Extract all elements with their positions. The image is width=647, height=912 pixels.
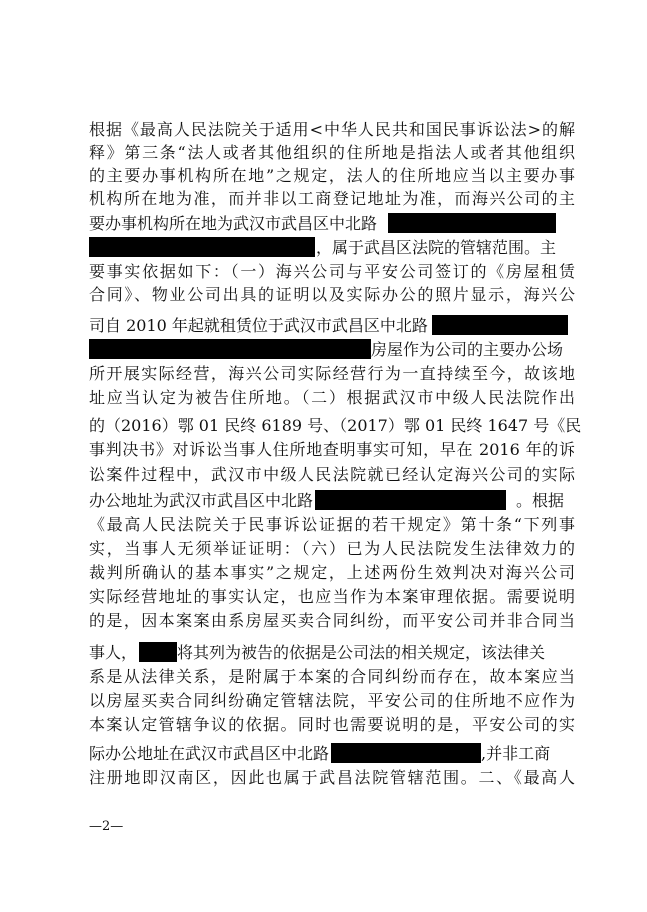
body-text: 房屋作为公司的主要办公场	[371, 340, 564, 359]
page-number: —2—	[89, 819, 124, 834]
redaction-block	[331, 743, 481, 763]
body-line: 《最高人民法院关于民事诉讼证据的若干规定》第十条“下列事	[89, 515, 575, 534]
body-text: 办公地址为武汉市武昌区中北路	[89, 491, 314, 510]
body-line	[89, 489, 575, 513]
body-line: 事判决书》对诉讼当事人住所地查明事实可知，早在 2016 年的诉	[89, 440, 575, 459]
body-line: 系是从法律关系，是附属于本案的合同纠纷而存在，故本案应当	[89, 667, 575, 686]
redaction-block	[388, 213, 556, 233]
body-text: 事人，	[89, 643, 138, 662]
body-line	[89, 314, 575, 338]
redaction-block	[89, 339, 371, 359]
body-line: 的主要办事机构所在地”之规定，法人的住所地应当以主要办事	[89, 166, 575, 185]
body-text: ,并非工商	[481, 744, 551, 763]
body-text: 际办公地址在武汉市武昌区中北路	[89, 744, 330, 763]
redaction-block	[139, 642, 177, 662]
body-line: 的（2016）鄂 01 民终 6189 号、（2017）鄂 01 民终 1647 号《民	[89, 416, 582, 435]
redaction-block	[89, 237, 315, 257]
body-text: 将其列为被告的依据是公司法的相关规定，该法律关	[177, 643, 546, 662]
body-line	[89, 212, 575, 236]
body-line: 实际经营地址的事实认定，也应当作为本案审理依据。需要说明	[89, 587, 575, 606]
body-line	[89, 742, 575, 766]
redaction-block	[315, 490, 506, 510]
body-text: ，属于武昌区法院的管辖范围。主	[316, 238, 557, 257]
body-text: 。根据	[516, 491, 565, 510]
body-line: 裁判所确认的基本事实”之规定，上述两份生效判决对海兴公司	[89, 563, 575, 582]
body-line: 讼案件过程中，武汉市中级人民法院就已经认定海兴公司的实际	[89, 465, 575, 484]
body-line: 以房屋买卖合同纠纷确定管辖法院，平安公司的住所地不应作为	[89, 691, 575, 710]
body-text: 司自 2010 年起就租赁位于武汉市武昌区中北路	[89, 316, 428, 335]
redaction-block	[432, 315, 568, 335]
body-line: 要事实依据如下：（一）海兴公司与平安公司签订的《房屋租赁	[89, 262, 575, 281]
body-line	[89, 338, 575, 362]
body-line: 注册地即汉南区，因此也属于武昌法院管辖范围。二、《最高人	[89, 768, 575, 787]
body-line: 机构所在地为准，而并非以工商登记地址为准，而海兴公司的主	[89, 189, 575, 208]
body-line: 址应当认定为被告住所地。（二）根据武汉市中级人民法院作出	[89, 388, 575, 407]
body-line: 的是，因本案案由系房屋买卖合同纠纷，而平安公司并非合同当	[89, 611, 575, 630]
body-text: 要办事机构所在地为武汉市武昌区中北路	[89, 214, 378, 233]
body-line: 根据《最高人民法院关于适用<中华人民共和国民事诉讼法>的解	[89, 120, 575, 139]
body-line	[89, 236, 575, 260]
body-line	[89, 641, 575, 665]
body-line: 合同》、物业公司出具的证明以及实际办公的照片显示，海兴公	[89, 285, 575, 304]
body-line: 所开展实际经营，海兴公司实际经营行为一直持续至今，故该地	[89, 364, 575, 383]
body-line: 本案认定管辖争议的依据。同时也需要说明的是，平安公司的实	[89, 715, 575, 734]
body-line: 释》第三条“法人或者其他组织的住所地是指法人或者其他组织	[89, 143, 575, 162]
body-line: 实，当事人无须举证证明：（六）已为人民法院发生法律效力的	[89, 539, 575, 558]
